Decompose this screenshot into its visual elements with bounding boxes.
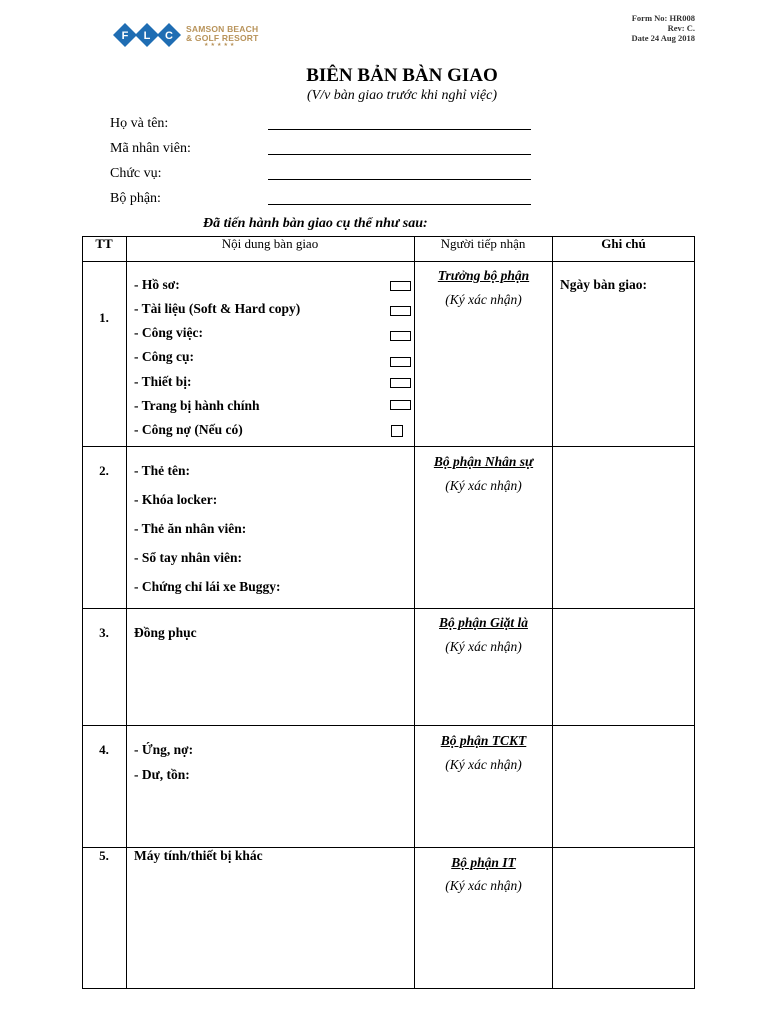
signature-label: (Ký xác nhận)	[445, 757, 522, 772]
form-revision: Rev: C.	[667, 23, 695, 33]
checkbox[interactable]	[390, 281, 411, 291]
receiver-name: Bộ phận TCKT	[440, 733, 527, 748]
table-divider	[82, 725, 695, 726]
receiver-name: Bộ phận Nhân sự	[433, 454, 534, 469]
receiver-name: Bộ phận IT	[451, 855, 516, 870]
logo-letter: L	[143, 30, 151, 42]
logo-text	[186, 25, 259, 43]
list-item: - Thẻ tên:	[134, 463, 190, 478]
checkbox[interactable]	[390, 357, 411, 367]
row-number: 1.	[99, 310, 109, 325]
row-number: 3.	[99, 625, 109, 640]
column-header-tt: TT	[95, 236, 113, 251]
row-number: 2.	[99, 463, 109, 478]
table-divider	[82, 261, 695, 262]
row-number: 5.	[99, 848, 109, 863]
field-label-department: Bộ phận:	[110, 191, 161, 206]
logo-text-line2: & GOLF RESORT	[186, 33, 259, 43]
note-text: Ngày bàn giao:	[560, 277, 648, 292]
flc-logo-icon	[112, 22, 182, 48]
list-item: - Công cụ:	[134, 349, 194, 364]
field-label-position: Chức vụ:	[110, 166, 162, 181]
intro-text: Đã tiến hành bàn giao cụ thể như sau:	[203, 216, 428, 231]
logo-letter: F	[121, 30, 129, 42]
table-divider	[82, 608, 695, 609]
column-header-receiver: Người tiếp nhận	[440, 236, 526, 251]
form-number: Form No: HR008	[631, 13, 695, 23]
list-item: - Hồ sơ:	[134, 277, 180, 292]
field-line-department[interactable]	[268, 204, 531, 205]
list-item: - Thiết bị:	[134, 374, 192, 389]
column-header-note: Ghi chú	[601, 236, 646, 251]
list-item: - Ứng, nợ:	[134, 742, 194, 757]
table-divider	[82, 446, 695, 447]
field-label-employee-id: Mã nhân viên:	[110, 141, 191, 156]
list-item: Máy tính/thiết bị khác	[134, 848, 263, 863]
checkbox[interactable]	[390, 331, 411, 341]
checkbox[interactable]	[390, 378, 411, 388]
receiver-name: Bộ phận Giặt là	[439, 615, 528, 630]
row-number: 4.	[99, 742, 109, 757]
field-line-position[interactable]	[268, 179, 531, 180]
form-info	[631, 13, 695, 43]
page-title: BIÊN BẢN BÀN GIAO	[306, 65, 498, 86]
checkbox[interactable]	[391, 425, 403, 437]
logo-letter: C	[165, 30, 173, 42]
checkbox[interactable]	[390, 306, 411, 316]
list-item: - Thẻ ăn nhân viên:	[134, 521, 247, 536]
table-divider	[552, 236, 553, 989]
list-item: - Khóa locker:	[134, 492, 218, 507]
logo-stars: ★★★★★	[204, 43, 237, 48]
table-divider	[414, 236, 415, 989]
list-item: - Trang bị hành chính	[134, 398, 260, 413]
list-item: - Sổ tay nhân viên:	[134, 550, 243, 565]
checkbox[interactable]	[390, 400, 411, 410]
field-label-name: Họ và tên:	[110, 116, 169, 131]
signature-label: (Ký xác nhận)	[445, 878, 522, 893]
company-logo	[112, 20, 262, 52]
table-divider	[126, 236, 127, 989]
signature-label: (Ký xác nhận)	[445, 292, 522, 307]
signature-label: (Ký xác nhận)	[445, 478, 522, 493]
logo-text-line1: SAMSON BEACH	[186, 24, 259, 34]
list-item: - Công việc:	[134, 325, 203, 340]
signature-label: (Ký xác nhận)	[445, 639, 522, 654]
field-line-employee-id[interactable]	[268, 154, 531, 155]
column-header-content: Nội dung bàn giao	[221, 236, 319, 251]
list-item: - Dư, tồn:	[134, 767, 190, 782]
list-item: - Tài liệu (Soft & Hard copy)	[134, 301, 301, 316]
list-item: - Công nợ (Nếu có)	[134, 422, 243, 437]
list-item: Đồng phục	[134, 625, 197, 640]
field-line-name[interactable]	[268, 129, 531, 130]
form-date: Date 24 Aug 2018	[631, 33, 695, 43]
receiver-name: Trưởng bộ phận	[437, 268, 530, 283]
page-subtitle: (V/v bàn giao trước khi nghỉ việc)	[306, 88, 498, 103]
list-item: - Chứng chỉ lái xe Buggy:	[134, 579, 281, 594]
